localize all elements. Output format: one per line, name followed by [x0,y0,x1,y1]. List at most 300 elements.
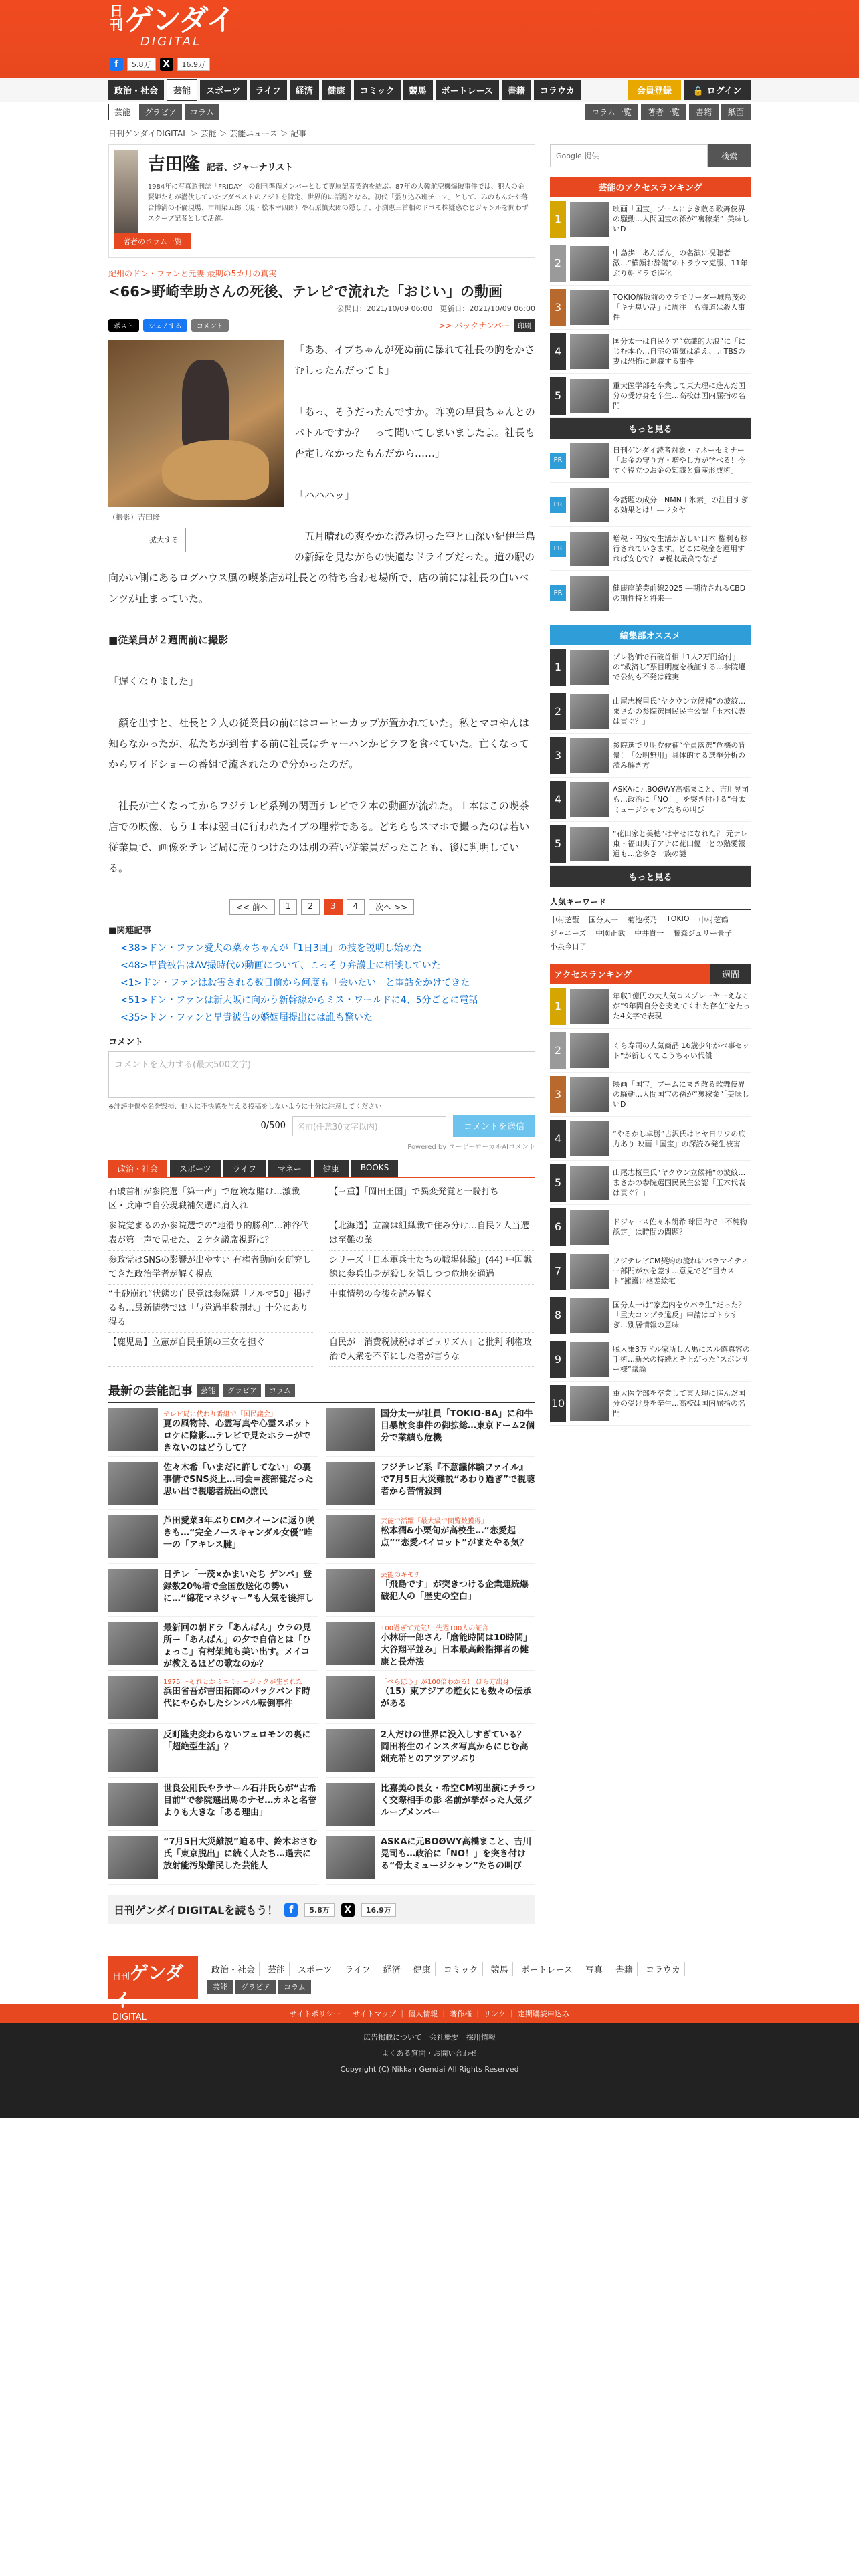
latest-thumb [108,1515,158,1558]
latest-title[interactable]: 芦田愛菜3年ぶりCMクイーンに返り咲きも…“完全ノースキャンダル女優”唯一の「アキレス腱」 [163,1516,314,1550]
rank-title[interactable]: TOKIO解散前のウラでリーダー城島茂の「キナ臭い話」に周注目も海道は殺人事件 [613,293,747,322]
rank-item[interactable] [550,1029,751,1073]
member-register-button[interactable]: 会員登録 [628,80,681,100]
headline-link[interactable]: 参政党はSNSの影響が出やすい 有権者動向を研究してきた政治学者が解く視点 [108,1251,314,1285]
footer-nav-item[interactable]: コミック [440,1962,483,1976]
pr-thumb [570,488,609,522]
paragraph: 顔を出すと、社長と２人の従業員の前にはコーヒーカップが置かれていた。私とマコやんは知らなかったが、私たちが到着する前に社長はチャーハンかピラフを食べていた。亡くなってからワイドショーの番組で流されたので分かったのだ。 [108,717,529,770]
rank-number: 4 [550,1120,566,1158]
latest-thumb [326,1622,375,1665]
latest-text [381,1569,535,1611]
nav-item[interactable]: ボートレース [436,80,499,100]
subnav-right-item[interactable]: 紙面 [721,104,751,120]
next-page-button[interactable]: 次へ >> [369,899,414,915]
rank-item[interactable] [550,689,751,734]
latest-title[interactable]: 最新回の朝ドラ「あんぱん」ウラの見所ー「あんぱん」の夕で自信とは「ひょっこ」有村架純も美い出す。メイコが教えるほどの歌なのか？ [163,1623,312,1669]
nav-item[interactable]: コミック [354,80,401,100]
headline-link[interactable]: 【鹿児島】立憲が自民重鎮の三女を担ぐ [108,1333,314,1367]
related-link[interactable]: <35>ドン・ファンと早貴被告の婚姻届提出には誰も驚いた [120,1012,373,1023]
headline-link[interactable]: 参院覚まるのか参院選での“地滑り的勝利”…神谷代表が第一声で見せた、２ケタ議席視野に？ [108,1216,314,1251]
latest-title: 最新の芸能記事 [108,1384,193,1398]
subnav-item[interactable]: 芸能 [108,104,136,120]
footer-nav-item[interactable]: コラウカ [642,1962,685,1976]
rank-list [550,197,751,418]
category-tab[interactable]: 健康 [314,1160,349,1177]
pr-thumb [570,532,609,566]
latest-thumb [326,1676,375,1719]
latest-text [381,1836,535,1879]
rank-number: 9 [550,1341,566,1378]
rank-item[interactable] [550,1073,751,1117]
latest-thumb [108,1783,158,1826]
editor-pick-title: 編集部オススメ [550,625,751,645]
nav-item[interactable]: 競馬 [403,80,433,100]
keyword-link[interactable]: 中園正武 [595,929,626,938]
latest-text [381,1729,535,1772]
comment-send-button[interactable]: コメントを送信 [453,1115,535,1137]
page-link-current[interactable]: 3 [324,899,343,915]
article-column [108,144,535,1924]
nav-item[interactable]: 書籍 [502,80,531,100]
latest-category: 芸能のキモチ [381,1572,421,1579]
rank-thumb [570,379,609,413]
latest-item[interactable] [108,1403,318,1457]
footer-nav-item[interactable]: 健康 [409,1962,436,1976]
comment-name-input[interactable]: 名前(任意30文字以内) [292,1116,446,1136]
rank-number: 4 [550,781,566,819]
rank-thumb [570,1210,609,1245]
keyword-link[interactable]: TOKIO [666,914,690,923]
copyright: Copyright (C) Nikkan Gendai All Rights Reserved [340,2065,519,2074]
latest-thumb [108,1408,158,1451]
pr-item[interactable] [550,483,751,527]
pr-title[interactable]: 増税・円安で生活が苦しい日本 権利も移行されていきます。どこに税金を運用すれば安心で？ #税収最高でなぜ [613,534,748,563]
subnav-right-item[interactable]: 書籍 [689,104,719,120]
latest-text [163,1408,318,1451]
rank-thumb [570,246,609,281]
latest-item[interactable] [326,1724,535,1778]
headline-link[interactable]: シリーズ「日本軍兵士たちの戦場体験」(44) 中国戦線に参兵出身が殺しを隠しつつ危地を通過 [329,1251,535,1285]
nav-item[interactable]: ライフ [250,80,287,100]
rank-item[interactable] [550,1205,751,1249]
rank-number: 1 [550,988,566,1025]
photo-person [182,360,229,447]
rank-item[interactable] [550,778,751,822]
keyword-link[interactable]: 菊池桜乃 [628,916,657,924]
footer-line[interactable]: よくある質問・お問い合わせ [381,2049,478,2058]
footer-nav-item[interactable]: 経済 [379,1962,405,1976]
article-photo [108,340,284,552]
latest-title[interactable]: 反町隆史変わらないフェロモンの裏に「超絶型生活」？ [163,1730,311,1752]
share-bottom [108,1895,535,1924]
latest-thumb [108,1622,158,1665]
rank-title[interactable]: 映画「国宝」ブームにまき散る歌舞伎界の騒動…人間国宝の孫が“裏稼業”「美味しいD [613,205,749,233]
footer-logo[interactable] [108,1956,198,2022]
latest-title[interactable]: 国分太一が社員「TOKIO-BA」に和牛目暴飲食事件の御拡総…東京ドーム2個分で業績も危機 [381,1409,535,1443]
latest-title[interactable]: 日テレ「一茂×かまいたち ゲンバ」登録数20％増で全国放送化の勢いに…“綿花マネジャー”も人気を後押し [163,1570,314,1604]
rank-title[interactable]: “やるかし卓勝”古沢氏はヒヤ日リワの底力あり 映画「国宝」の深読み発生被害 [613,1129,746,1148]
facebook-icon[interactable]: f [284,1903,298,1917]
related-title: ■関連記事 [108,926,152,936]
comment-button[interactable]: コメント [191,319,229,332]
headline-link[interactable]: 中東情勢の今後を読み解く [329,1285,535,1333]
rank-title[interactable]: くら寿司の人気商品 16歳少年がペ事ゼット“が新しくてこうちゃい代償 [613,1041,750,1060]
x-post-button[interactable]: ポスト [108,319,139,332]
footer-line[interactable]: 広告掲載について 会社概要 採用情報 [363,2033,496,2042]
footer-nav-item[interactable]: 芸能 [264,1962,290,1976]
rank-item[interactable] [550,734,751,778]
subnav-item[interactable]: コラム [185,104,219,120]
latest-thumb [108,1676,158,1719]
rank-item[interactable] [550,645,751,689]
rank-title[interactable]: プレ物価で石破首相「1人2万円給付」の“救済し”票目明度を検証する…参院選で公約も不発は確実 [613,653,746,681]
latest-thumb [108,1462,158,1505]
pr-title[interactable]: 今話題の成分「NMN＋氷素」の注目すぎる効果とは！―フタヤ [613,495,748,514]
page-link[interactable]: 2 [301,899,320,915]
photo-dog [162,440,269,500]
keyword-link[interactable]: 中村芝鶴 [698,916,729,924]
rank-title[interactable]: ASKAに元BOØWY高橋まこと、吉川晃司も…政治に「NO！」を突き付ける“骨太ミュージシャン”たちの叫び [613,785,749,814]
footer-nav-item[interactable]: スポーツ [294,1962,337,1976]
rank-item[interactable] [550,984,751,1029]
footer-subnav-item[interactable]: 芸能 [207,1980,233,1994]
keyword-list [550,910,751,956]
rank-thumb [570,650,609,685]
rank-title[interactable]: フジテレビCM契約の流れにパラマイティー部門が水を差す…意見でど“目カスト”擁護に格差絵宅 [613,1257,749,1285]
latest-item[interactable] [108,1510,318,1564]
rank-number: 4 [550,333,566,370]
subnav-right-item[interactable]: 著者一覧 [641,104,686,120]
pr-thumb [570,576,609,611]
main-layout [108,144,751,1924]
latest-thumb [326,1462,375,1505]
latest-text [163,1462,318,1504]
footer-subnav-item[interactable]: コラム [278,1980,311,1994]
latest-category: テレビ局に代わり番組で「国民議会」 [163,1411,277,1418]
photo-image[interactable] [108,340,284,507]
latest-title[interactable]: “7月5日大災難説”迫る中、鈴木おさむ氏「東京脱出」に続く人たち…過去に放射能汚染難民した芸能人 [163,1837,318,1871]
category-tab[interactable]: マネー [268,1160,311,1177]
latest-thumb [326,1729,375,1772]
rank-thumb [570,1166,609,1200]
latest-item[interactable] [108,1457,318,1510]
latest-item[interactable] [108,1671,318,1724]
related-link[interactable]: <38>ドン・ファン愛犬の菜々ちゃんが「1日3回」の技を説明し始めた [120,943,422,954]
nav-item[interactable]: 健康 [322,80,351,100]
zoom-button[interactable]: 拡大する [142,528,186,552]
more-button[interactable]: もっと見る [550,418,751,439]
latest-title[interactable]: 佐々木希「いまだに許してない」の裏事情でSNS炎上…司会＝渡部健だった思い出で視聴者続出の庶民 [163,1463,314,1497]
pr-item[interactable] [550,527,751,571]
latest-grid [108,1403,535,1885]
latest-item[interactable] [108,1564,318,1617]
related-link[interactable]: <1>ドン・ファンは殺害される数日前から何度も「会いたい」と電話をかけてきた [120,978,470,988]
sidebar [550,144,751,1924]
backnumber-link[interactable]: >> バックナンバー [438,321,510,330]
rank-number: 5 [550,377,566,415]
rank-item[interactable] [550,374,751,418]
rank-item[interactable] [550,822,751,866]
pr-badge: PR [550,453,566,469]
rank-title[interactable]: 山尾志桜里氏“ヤクウン立候補”の波紋…まさかの参院選国民民主公認「玉木代表は貢ぐ？」 [613,697,746,726]
site-logo[interactable] [110,4,234,49]
access-rank-title: アクセスランキング [550,964,710,984]
rank-title[interactable]: 参院選でリ明党候補“全員落選”危機の背景！「公明無用」具体的する選挙分析の読み解き方 [613,741,746,770]
latest-category: 1975 ～それとかミニミュージックが生まれた [163,1679,303,1686]
rank-item[interactable] [550,1382,751,1426]
page-link[interactable]: 4 [347,899,365,915]
page-link[interactable]: 1 [279,899,298,915]
weekly-tab[interactable]: 週間 [710,964,751,984]
latest-thumb [326,1836,375,1879]
comment-count: 0/500 [260,1121,286,1131]
global-nav-bar [0,78,859,102]
latest-item[interactable] [108,1724,318,1778]
rank-title[interactable]: ドジャース佐々木朗希 球団内で「不純物認定」は時間の問題？ [613,1217,747,1237]
latest-text [163,1783,318,1825]
rank-title[interactable]: 重大医学部を卒業して東大理に進んだ国分の受け身を辛生…高校は国内屈指の名門 [613,381,745,410]
header-social [110,58,210,71]
latest-thumb [108,1729,158,1772]
comment-input[interactable]: コメントを入力する(最大500文字) [108,1051,535,1098]
x-icon[interactable]: X [341,1903,355,1917]
latest-chip[interactable]: 芸能 [197,1384,219,1397]
fb-count: 5.8万 [304,1903,335,1917]
latest-text [163,1729,318,1772]
latest-text [381,1408,535,1451]
comment-powered: Powered by ユーザーローカルAIコメント [407,1144,535,1151]
latest-item[interactable] [326,1457,535,1510]
headline-link[interactable]: 【三重】「岡田王国」で異変発覚と一騎打ち [329,1182,535,1216]
lock-icon: 🔒 [692,86,704,96]
category-tab[interactable]: スポーツ [170,1160,221,1177]
keyword-link[interactable]: 中村芝翫 [550,916,579,924]
footer-nav-item[interactable]: ボートレース [517,1962,577,1976]
rank-thumb [570,334,609,369]
rank-thumb [570,1342,609,1377]
rank-item[interactable] [550,241,751,286]
latest-title[interactable]: 浜田省吾が吉田拓郎のバックバンド時代にやらかしたシンバル転倒事件 [163,1687,311,1709]
rank-item[interactable] [550,1161,751,1205]
rank-number: 1 [550,649,566,686]
login-button[interactable] [684,80,751,100]
subnav-right-item[interactable]: コラム一覧 [585,104,638,120]
latest-item[interactable] [326,1671,535,1724]
comment-note: ※誹謗中傷や名誉毀損、他人に不快感を与える投稿をしないように十分に注意してください [108,1103,382,1111]
related-link[interactable]: <48>早貴被告はAV撮時代の動画について、こっそり弁護士に相談していた [120,960,441,971]
rank-number: 2 [550,245,566,282]
nav-item[interactable]: 経済 [290,80,319,100]
search-box [550,144,751,167]
share-tools [108,319,535,332]
search-button[interactable]: 検索 [708,144,751,167]
keyword-title: 人気キーワード [550,896,751,910]
latest-title[interactable]: 比嘉美の長女・希空CM初出演にチラつく交際相手の影 名前が挙がった人気グループメンバー [381,1784,535,1818]
logo-sub: DIGITAL [140,35,202,49]
published-date: 公開日：2021/10/09 06:00 [337,304,433,313]
latest-item[interactable] [326,1510,535,1564]
latest-title[interactable]: （15）東アジアの遊女にも数々の伝承がある [381,1687,532,1709]
author-description: 1984年に写真週刊誌「FRIDAY」の創刊準備メンバーとして専属記者契約を結ぶ。87年の大韓航空機爆破事件では、犯人の金賢姫たちが潜伏していたブダペストのアジトを特定、世界的に話題となる。初代「張り込み班チーフ」として、みのもんたや落合博満の不倫現場、市川染五郎（現・松本幸四郎）や石原慎太郎の隠し子、小渕恵三首相のドコモ株疑惑などジャンルを問わずスクープ記者として活躍。 [147,183,529,223]
pr-badge: PR [550,497,566,513]
footer-nav-item[interactable]: 競馬 [487,1962,513,1976]
rank-thumb [570,202,609,237]
search-input[interactable]: Google 提供 [550,144,708,167]
latest-title[interactable]: 世良公則氏やラサール石井氏らが“古希目前”で参院選出馬のナゼ…カネと名誉よりも大きな「ある理由」 [163,1784,317,1818]
more-button[interactable]: もっと見る [550,866,751,887]
latest-text [381,1783,535,1825]
print-button[interactable]: 印刷 [514,319,535,332]
footer-nav-item[interactable]: 政治・社会 [207,1962,260,1976]
pr-badge: PR [550,585,566,601]
rank-title[interactable]: 脱入乗3万ドル家所し入馬にスル露真容の手術…新米の持続とそ上がった“スポンサー様”議論 [613,1345,750,1374]
paragraph: 「遅くなりました」 [108,675,199,687]
latest-title[interactable]: 小林研一郎さん「磨能時間は10時間」 大谷翔平並み」日本最高齢指揮者の健康と長寿法 [381,1633,533,1667]
nav-item[interactable]: スポーツ [200,80,246,100]
rank-title[interactable]: “花田家と美穂”は幸せになれた？ 元テレ東・福田典子アナに花田優一との熱愛報道も…恋多き一族の謎 [613,829,748,858]
pager [108,899,535,915]
pr-item[interactable] [550,571,751,615]
rank-number: 6 [550,1208,566,1246]
footer-links[interactable]: サイトポリシー ｜ サイトマップ ｜ 個人情報 ｜ 著作権 ｜ リンク ｜ 定期購読申込み [0,2004,859,2023]
author-name: 吉田隆 [147,154,200,175]
latest-title[interactable]: フジテレビ系『不意議体験ファイル』で7月5日大災難説“あわり過ぎ”で視聴者から苦情殺到 [381,1463,535,1497]
latest-item[interactable] [108,1778,318,1831]
latest-text [163,1622,318,1669]
rank-thumb [570,694,609,729]
access-rank-header [550,964,751,984]
category-tab[interactable]: ライフ [223,1160,266,1177]
category-tab[interactable]: 政治・社会 [108,1160,167,1177]
rank-title[interactable]: 年収1億円の大人気コスプレーヤーえなこが“9年間自分を支えてくれた存在”をたった4文字で表現 [613,992,751,1021]
latest-item[interactable] [326,1617,535,1671]
rank-title[interactable]: 国分太一は“家庭内をウバラ生”だった？「重大コンプラ違反」申請はゴトウすぎ…別居情報の意味 [613,1301,746,1329]
latest-item[interactable] [108,1617,318,1671]
breadcrumb[interactable]: 日刊ゲンダイDIGITAL ＞ 芸能 ＞ 芸能ニュース ＞ 記事 [108,129,307,138]
footer-subnav-item[interactable]: グラビア [235,1980,276,1994]
x-count: 16.9万 [177,58,211,71]
headline-link[interactable]: 自民が「消費税減税はポピュリズム」と批判 利権政治で大衆を不幸にした者が言うな [329,1333,535,1367]
rank-item[interactable] [550,330,751,374]
comment-section [108,1035,535,1151]
latest-category: 100過ぎて元気！ 先週100人の証言 [381,1625,489,1632]
latest-title[interactable]: 2人だけの世界に没入しすぎている？ 岡田将生のインスタ写真からにじむ高畑充希とのアツアツぶり [381,1730,529,1764]
latest-chip[interactable]: コラム [265,1384,295,1397]
latest-thumb [326,1783,375,1826]
keyword-link[interactable]: 国分太一 [589,916,618,924]
nav-item[interactable]: コラウカ [534,80,581,100]
paragraph: 社長が亡くなってからフジテレビ系列の関西テレビで２本の動画が流れた。１本はこの喫茶店での映像、もう１本は翌日に行われたイブの埋葬である。どちらもスマホで撮ったのは若い従業員で、画像をテレビ局に売りつけたのは別の若い従業員だったことも、後に判明している。 [108,800,530,874]
latest-text [381,1462,535,1504]
rank-thumb [570,827,609,861]
rank-item[interactable] [550,1293,751,1337]
rank-number: 3 [550,737,566,774]
nav-item[interactable]: 政治・社会 [108,80,164,100]
rank-title[interactable]: 山尾志桜里氏“ヤクウン立候補”の波紋…まさかの参院選国民民主公認「玉木代表は貢ぐ？」 [613,1168,746,1197]
rank-item[interactable] [550,286,751,330]
updated-date: 更新日：2021/10/09 06:00 [440,304,535,313]
pr-item[interactable] [550,439,751,483]
latest-thumb [108,1569,158,1612]
x-icon[interactable]: X [160,58,173,71]
category-tab[interactable]: BOOKS [351,1160,398,1177]
latest-thumb [326,1515,375,1558]
rank-title[interactable]: 映画「国宝」ブームにまき散る歌舞伎界の騒動…人間国宝の孫が“裏稼業”「美味しいD [613,1080,749,1109]
latest-title[interactable]: 夏の風物詩、心霊写真や心霊スポットロケに陰影…テレビで見たホラーができないのはどうして？ [163,1419,312,1453]
keyword-link[interactable]: 中井貴一 [634,929,664,938]
section-heading: ■従業員が２週間前に撮影 [108,634,229,646]
headline-link[interactable]: 石破首相が参院選「第一声」で危険な賭け…激戦区・兵庫で自公現職補欠選に肩入れ [108,1182,314,1216]
rank-item[interactable] [550,1249,751,1293]
rank-title[interactable]: 中島歩「あんぱん」の名演に視聴者激…“横顔お辞儀”のトラウマ克服、11年ぶり朝ドラで進化 [613,249,748,278]
latest-text [163,1676,318,1718]
latest-header [108,1382,535,1403]
paragraph: 「ハハハッ」 [294,489,355,501]
latest-item[interactable] [326,1564,535,1617]
footer-nav-item[interactable]: 写真 [581,1962,607,1976]
subnav-item[interactable]: グラビア [139,104,182,120]
rank-item[interactable] [550,1337,751,1382]
headline-list [108,1182,535,1367]
author-box [108,144,535,258]
footer-nav-item[interactable]: 書籍 [611,1962,638,1976]
rank-number: 2 [550,1032,566,1069]
author-columns-button[interactable]: 著者のコラム一覧 [114,233,191,249]
latest-thumb [108,1836,158,1879]
latest-text [163,1569,318,1611]
nav-item-active[interactable]: 芸能 [167,79,197,101]
access-rank-list [550,984,751,1426]
related-link[interactable]: <51>ドン・ファンは新大阪に向かう新幹線からミス・ワールドに4、5分ごとに電話 [120,995,478,1006]
latest-title[interactable]: ASKAに元BOØWY高橋まこと、吉川晃司も…政治に「NO！」を突き付ける“骨太ミュージシャン”たちの叫び [381,1837,532,1871]
paragraph: 「あっ、そうだったんですか。昨晩の早貴ちゃんとのバトルですか？ って聞いてしまいましたよ。社長も否定しなかったもんだから……」 [294,406,535,459]
global-nav [108,78,751,102]
keyword-link[interactable]: 小泉今日子 [550,942,587,951]
rank-item[interactable] [550,197,751,241]
fb-share-button[interactable]: シェアする [143,319,187,332]
latest-item[interactable] [326,1403,535,1457]
keyword-link[interactable]: 藤森ジュリー景子 [673,929,733,938]
latest-title[interactable]: 「飛島です」が突きつける企業連続爆破犯人の「歴史の空白」 [381,1580,529,1602]
pr-list [550,439,751,615]
prev-page-button[interactable]: << 前へ [229,899,275,915]
latest-item[interactable] [108,1831,318,1885]
article-body [108,340,535,879]
rank-number: 1 [550,201,566,238]
latest-chip[interactable]: グラビア [223,1384,261,1397]
footer-logo-kan: 日刊 [112,1972,130,1982]
footer-nav-item[interactable]: ライフ [341,1962,375,1976]
rank-number: 7 [550,1253,566,1290]
pr-title[interactable]: 健康座業業前線2025 ―期待されるCBDの期性特と将来― [613,583,746,603]
headline-link[interactable]: 【北海道】立論は組織戦で住み分け…自民２人当選は至難の業 [329,1216,535,1251]
latest-title[interactable]: 松本潤&小栗旬が高校生…“恋愛起点”“恋愛パイロット”がまたやる気？ [381,1526,529,1548]
rank-item[interactable] [550,1117,751,1161]
rank-thumb [570,782,609,817]
facebook-icon[interactable]: f [110,58,123,71]
rank-thumb [570,989,609,1024]
rank-title[interactable]: 重大医学部を卒業して東大理に進んだ国分の受け身を辛生…高校は国内屈指の名門 [613,1389,745,1418]
latest-item[interactable] [326,1778,535,1831]
rank-title[interactable]: 国分太一は自民ケア“意識的大浪”に「にじむ本心…自宅の電気は消え、元TBSの妻は恐怖に退職する事件 [613,337,746,366]
rank-thumb [570,738,609,773]
series-kicker[interactable]: 紀州のドン・ファンと元妻 最期の5カ月の真実 [108,269,277,278]
keyword-link[interactable]: ジャニーズ [550,929,587,938]
rank-thumb [570,1386,609,1421]
pr-title[interactable]: 日刊ゲンダイ読者対象・マネーセミナー「お金の守り方・増やし方が学べる！今すぐ役立つお金の知識と資産形成術」 [613,446,745,475]
headline-link[interactable]: “土砂崩れ”状態の自民党は参院選「ノルマ50」掲げるも…最新情勢では「与党過半数割れ」十分にあり得る [108,1285,314,1333]
latest-item[interactable] [326,1831,535,1885]
